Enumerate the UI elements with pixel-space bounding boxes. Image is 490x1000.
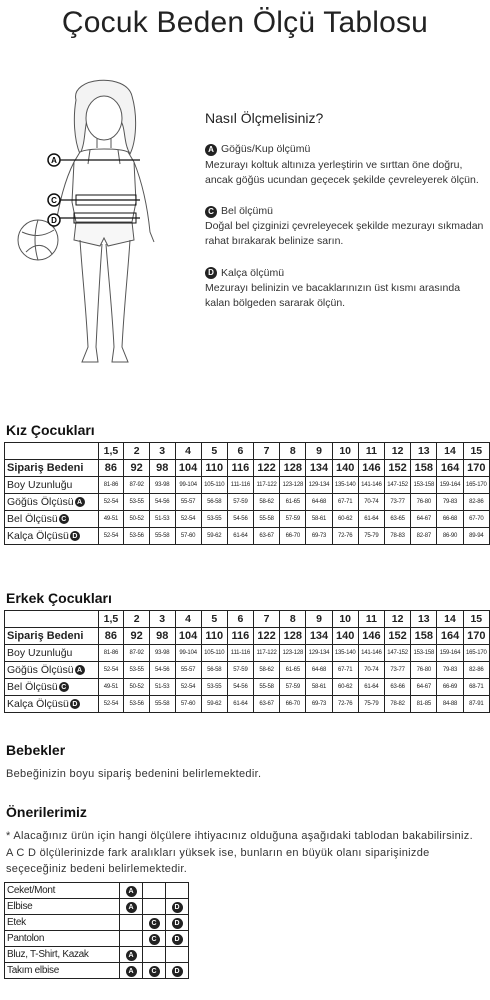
table-cell: 73-77	[385, 662, 411, 679]
table-cell: 129-134	[306, 645, 332, 662]
row-label-text: Kalça Ölçüsü	[7, 698, 69, 710]
table-cell: 58-61	[306, 679, 332, 696]
recommend-table	[4, 882, 189, 979]
table-cell: 111-116	[227, 477, 253, 494]
marker-d-icon: D	[172, 966, 183, 977]
table-cell: 86	[98, 628, 124, 645]
table-cell: 117-122	[253, 477, 279, 494]
measure-text: Mezurayı belinizin ve bacaklarınızın üst kısmı arasında kalan bölgeden sararak ölçün.	[205, 281, 461, 310]
recommend-cell	[166, 883, 189, 899]
table-row	[5, 662, 490, 679]
age-cell: 15	[463, 443, 489, 460]
age-cell: 14	[437, 443, 463, 460]
table-cell: 55-58	[149, 528, 175, 545]
table-cell: 110	[201, 460, 227, 477]
row-label	[5, 679, 99, 696]
table-cell: 116	[227, 460, 253, 477]
table-cell: 60-62	[332, 511, 358, 528]
table-cell: 49-51	[98, 679, 124, 696]
table-cell: 67-70	[463, 511, 489, 528]
marker-d-icon: D	[172, 902, 183, 913]
table-cell: 61-64	[358, 679, 384, 696]
recommend-cell	[143, 883, 166, 899]
measure-label: Bel ölçümü	[221, 204, 273, 217]
marker-c-icon	[48, 194, 60, 206]
table-cell: 141-146	[358, 477, 384, 494]
table-cell: 159-164	[437, 645, 463, 662]
table-cell: 51-53	[149, 679, 175, 696]
table-cell: 129-134	[306, 477, 332, 494]
table-cell: 122	[253, 628, 279, 645]
table-cell: 66-68	[437, 511, 463, 528]
table-cell: 53-55	[201, 511, 227, 528]
table-cell: 140	[332, 628, 358, 645]
recommend-label: Elbise	[5, 899, 120, 915]
table-row	[5, 528, 490, 545]
table-cell: 141-146	[358, 645, 384, 662]
marker-c-icon: C	[149, 966, 160, 977]
table-cell: 53-56	[124, 528, 150, 545]
table-cell: 123-128	[280, 645, 306, 662]
marker-a-icon	[48, 154, 60, 166]
table-cell: 135-140	[332, 477, 358, 494]
table-cell: 57-59	[280, 679, 306, 696]
recommend-cell	[143, 899, 166, 915]
age-cell: 7	[253, 443, 279, 460]
table-cell: 58-62	[253, 494, 279, 511]
table-cell: 159-164	[437, 477, 463, 494]
table-cell: 165-170	[463, 477, 489, 494]
table-cell: 82-87	[411, 528, 437, 545]
marker-c-icon: C	[149, 918, 160, 929]
table-cell: 52-54	[98, 494, 124, 511]
row-label	[5, 645, 99, 662]
table-cell: 146	[358, 460, 384, 477]
recommend-cell	[143, 915, 166, 931]
babies-title: Bebekler	[6, 742, 66, 758]
table-cell: 89-94	[463, 528, 489, 545]
table-cell: 81-86	[98, 477, 124, 494]
table-cell: 87-91	[463, 696, 489, 713]
table-cell: 69-73	[306, 528, 332, 545]
table-cell: 116	[227, 628, 253, 645]
boys-title: Erkek Çocukları	[6, 590, 112, 606]
age-cell: 11	[358, 443, 384, 460]
table-cell: 55-58	[149, 696, 175, 713]
svg-text:D: D	[51, 216, 57, 225]
table-cell: 70-74	[358, 662, 384, 679]
table-cell: 86	[98, 460, 124, 477]
age-cell: 5	[201, 611, 227, 628]
table-cell: 70-74	[358, 494, 384, 511]
table-cell: 76-80	[411, 494, 437, 511]
row-label-text: Boy Uzunluğu	[7, 479, 73, 491]
table-cell: 98	[149, 460, 175, 477]
marker-c-icon: C	[59, 514, 69, 524]
table-cell: 104	[175, 460, 201, 477]
row-label	[5, 662, 99, 679]
marker-a-icon: A	[126, 950, 137, 961]
table-cell: 153-158	[411, 477, 437, 494]
age-cell: 4	[175, 443, 201, 460]
table-cell: 79-83	[437, 494, 463, 511]
table-cell: 51-53	[149, 511, 175, 528]
table-cell: 52-54	[175, 511, 201, 528]
row-label-text: Göğüs Ölçüsü	[7, 664, 74, 676]
table-cell: 59-62	[201, 528, 227, 545]
marker-d-icon: D	[172, 934, 183, 945]
svg-text:C: C	[51, 196, 57, 205]
table-row	[5, 679, 490, 696]
recommend-label: Etek	[5, 915, 120, 931]
marker-a-icon: A	[205, 144, 217, 156]
marker-a-icon: A	[126, 886, 137, 897]
age-cell: 6	[227, 443, 253, 460]
recommend-cell	[166, 947, 189, 963]
table-cell: 140	[332, 460, 358, 477]
table-cell: 55-57	[175, 494, 201, 511]
table-cell: 134	[306, 628, 332, 645]
table-cell: 53-56	[124, 696, 150, 713]
recommend-cell	[143, 963, 166, 979]
table-cell: 170	[463, 628, 489, 645]
table-cell: 128	[280, 628, 306, 645]
marker-d-icon: D	[205, 267, 217, 279]
table-cell: 50-52	[124, 679, 150, 696]
table-cell: 92	[124, 628, 150, 645]
table-cell: 54-56	[149, 662, 175, 679]
age-cell: 2	[124, 443, 150, 460]
table-cell: 86-90	[437, 528, 463, 545]
table-cell: 92	[124, 460, 150, 477]
measure-chest	[205, 142, 485, 188]
table-cell: 158	[411, 628, 437, 645]
table-cell: 153-158	[411, 645, 437, 662]
table-cell: 75-79	[358, 528, 384, 545]
table-cell: 57-59	[227, 494, 253, 511]
age-cell: 9	[306, 443, 332, 460]
recommend-label: Takım elbise	[5, 963, 120, 979]
table-cell: 76-80	[411, 662, 437, 679]
row-label	[5, 696, 99, 713]
measure-label: Göğüs/Kup ölçümü	[221, 143, 311, 156]
row-label-text: Boy Uzunluğu	[7, 647, 73, 659]
age-cell: 8	[280, 611, 306, 628]
table-cell: 128	[280, 460, 306, 477]
age-cell: 13	[411, 443, 437, 460]
table-cell: 54-56	[227, 511, 253, 528]
measure-label: Kalça ölçümü	[221, 266, 285, 279]
table-cell: 78-82	[385, 696, 411, 713]
table-cell: 60-62	[332, 679, 358, 696]
table-cell: 135-140	[332, 645, 358, 662]
table-cell: 61-65	[280, 662, 306, 679]
table-row	[5, 645, 490, 662]
table-cell: 54-56	[227, 679, 253, 696]
table-cell: 64-68	[306, 494, 332, 511]
table-cell: 53-55	[201, 679, 227, 696]
age-cell: 6	[227, 611, 253, 628]
table-cell: 110	[201, 628, 227, 645]
recommend-cell	[120, 931, 143, 947]
table-cell: 134	[306, 460, 332, 477]
table-cell: 99-104	[175, 645, 201, 662]
marker-c-icon: C	[59, 682, 69, 692]
table-cell: 63-66	[385, 679, 411, 696]
age-cell: 3	[149, 611, 175, 628]
table-cell: 93-98	[149, 477, 175, 494]
table-cell: 66-70	[280, 696, 306, 713]
table-cell: 58-61	[306, 511, 332, 528]
age-cell: 9	[306, 611, 332, 628]
recommend-cell	[120, 883, 143, 899]
table-cell: 52-54	[98, 528, 124, 545]
table-cell: 66-69	[437, 679, 463, 696]
girl-measurement-illustration	[8, 72, 208, 382]
table-cell: 57-60	[175, 528, 201, 545]
svg-text:A: A	[51, 156, 57, 165]
age-cell: 1,5	[98, 443, 124, 460]
table-cell: 63-67	[253, 696, 279, 713]
recommend-row	[5, 963, 189, 979]
table-cell: 72-76	[332, 696, 358, 713]
measure-waist	[205, 204, 485, 250]
babies-text: Bebeğinizin boyu sipariş bedenini belirlemektedir.	[6, 768, 262, 780]
table-cell: 147-152	[385, 477, 411, 494]
table-row	[5, 494, 490, 511]
recommend-row	[5, 883, 189, 899]
recommend-label: Bluz, T-Shirt, Kazak	[5, 947, 120, 963]
table-cell: 105-110	[201, 477, 227, 494]
girls-size-table	[4, 442, 490, 545]
marker-d-icon: D	[70, 531, 80, 541]
table-cell: 66-70	[280, 528, 306, 545]
table-cell: 98	[149, 628, 175, 645]
table-row	[5, 628, 490, 645]
table-row	[5, 460, 490, 477]
table-cell: 61-64	[227, 696, 253, 713]
row-label	[5, 494, 99, 511]
marker-d-icon: D	[70, 699, 80, 709]
age-cell: 1,5	[98, 611, 124, 628]
table-cell: 50-52	[124, 511, 150, 528]
table-cell: 87-92	[124, 477, 150, 494]
table-cell: 147-152	[385, 645, 411, 662]
table-cell: 68-71	[463, 679, 489, 696]
table-cell: 63-65	[385, 511, 411, 528]
table-cell: 93-98	[149, 645, 175, 662]
marker-c-icon: C	[205, 206, 217, 218]
table-cell: 82-86	[463, 494, 489, 511]
corner-cell	[5, 443, 99, 460]
corner-cell	[5, 611, 99, 628]
recommend-cell	[166, 931, 189, 947]
table-cell: 56-58	[201, 494, 227, 511]
how-to-measure	[205, 108, 485, 327]
table-cell: 57-59	[227, 662, 253, 679]
table-cell: 63-67	[253, 528, 279, 545]
table-cell: 52-54	[98, 662, 124, 679]
table-cell: 75-79	[358, 696, 384, 713]
table-cell: 57-59	[280, 511, 306, 528]
row-label-text: Kalça Ölçüsü	[7, 530, 69, 542]
age-cell: 15	[463, 611, 489, 628]
row-label	[5, 528, 99, 545]
recommend-row	[5, 899, 189, 915]
age-cell: 3	[149, 443, 175, 460]
table-cell: 61-64	[358, 511, 384, 528]
table-cell: 64-68	[306, 662, 332, 679]
table-cell: 146	[358, 628, 384, 645]
age-cell: 4	[175, 611, 201, 628]
table-cell: 164	[437, 460, 463, 477]
age-cell: 5	[201, 443, 227, 460]
age-cell: 12	[385, 443, 411, 460]
marker-a-icon: A	[126, 902, 137, 913]
recommend-cell	[120, 915, 143, 931]
age-cell: 10	[332, 443, 358, 460]
table-cell: 64-67	[411, 511, 437, 528]
table-cell: 64-67	[411, 679, 437, 696]
table-cell: 84-88	[437, 696, 463, 713]
recommend-row	[5, 931, 189, 947]
recommend-row	[5, 947, 189, 963]
recommend-cell	[166, 963, 189, 979]
table-cell: 67-71	[332, 494, 358, 511]
measure-text: Mezurayı koltuk altınıza yerleştirin ve sırttan öne doğru, ancak göğüs ucundan geçecek şekilde çevreleyerek ölçün.	[205, 158, 479, 186]
row-label	[5, 477, 99, 494]
row-label	[5, 460, 99, 477]
table-cell: 67-71	[332, 662, 358, 679]
table-cell: 87-92	[124, 645, 150, 662]
page-title: Çocuk Beden Ölçü Tablosu	[61, 6, 429, 39]
table-cell: 158	[411, 460, 437, 477]
row-label	[5, 511, 99, 528]
table-cell: 152	[385, 628, 411, 645]
recommend-text: * Alacağınız ürün için hangi ölçülere ihtiyacınız olduğuna aşağıdaki tablodan bakabilirsiniz. A C D ölçülerinizde fark aralıkları yüksek ise, bunların en büyük olanı siparişinizde seçeceğiniz bedeni belirlemektedir.	[6, 830, 473, 875]
recommend-cell	[120, 899, 143, 915]
table-cell: 82-86	[463, 662, 489, 679]
howto-heading: Nasıl Ölçmelisiniz?	[205, 110, 324, 126]
marker-a-icon: A	[75, 665, 85, 675]
marker-a-icon: A	[126, 966, 137, 977]
table-row	[5, 696, 490, 713]
age-header-row	[5, 443, 490, 460]
age-cell: 7	[253, 611, 279, 628]
recommend-cell	[166, 899, 189, 915]
table-cell: 81-85	[411, 696, 437, 713]
table-cell: 55-57	[175, 662, 201, 679]
table-cell: 111-116	[227, 645, 253, 662]
table-cell: 59-62	[201, 696, 227, 713]
recommend-cell	[120, 963, 143, 979]
table-cell: 61-64	[227, 528, 253, 545]
row-label-text: Sipariş Bedeni	[7, 630, 84, 642]
recommend-cell	[120, 947, 143, 963]
recommend-row	[5, 915, 189, 931]
table-cell: 73-77	[385, 494, 411, 511]
table-row	[5, 511, 490, 528]
boys-size-table	[4, 610, 490, 713]
table-cell: 58-62	[253, 662, 279, 679]
age-cell: 8	[280, 443, 306, 460]
recommend-cell	[166, 915, 189, 931]
marker-d-icon: D	[172, 918, 183, 929]
table-cell: 52-54	[98, 696, 124, 713]
table-cell: 53-55	[124, 494, 150, 511]
recommend-cell	[143, 931, 166, 947]
table-cell: 72-76	[332, 528, 358, 545]
age-cell: 10	[332, 611, 358, 628]
table-cell: 123-128	[280, 477, 306, 494]
table-cell: 52-54	[175, 679, 201, 696]
table-cell: 56-58	[201, 662, 227, 679]
table-cell: 104	[175, 628, 201, 645]
table-cell: 165-170	[463, 645, 489, 662]
table-cell: 55-58	[253, 679, 279, 696]
row-label-text: Sipariş Bedeni	[7, 462, 84, 474]
table-cell: 79-83	[437, 662, 463, 679]
age-cell: 2	[124, 611, 150, 628]
table-cell: 78-83	[385, 528, 411, 545]
marker-d-icon	[48, 214, 60, 226]
row-label	[5, 628, 99, 645]
table-cell: 53-55	[124, 662, 150, 679]
age-header-row	[5, 611, 490, 628]
recommend-label: Ceket/Mont	[5, 883, 120, 899]
table-cell: 49-51	[98, 511, 124, 528]
table-cell: 170	[463, 460, 489, 477]
table-cell: 122	[253, 460, 279, 477]
table-cell: 105-110	[201, 645, 227, 662]
table-cell: 164	[437, 628, 463, 645]
table-cell: 152	[385, 460, 411, 477]
measure-text: Doğal bel çizginizi çevreleyecek şekilde mezurayı sıkmadan rahat bırakarak belinize sarın.	[205, 220, 484, 248]
table-cell: 61-65	[280, 494, 306, 511]
table-cell: 55-58	[253, 511, 279, 528]
table-cell: 117-122	[253, 645, 279, 662]
row-label-text: Göğüs Ölçüsü	[7, 496, 74, 508]
age-cell: 14	[437, 611, 463, 628]
recommend-title: Önerilerimiz	[6, 804, 87, 820]
table-cell: 57-60	[175, 696, 201, 713]
row-label-text: Bel Ölçüsü	[7, 513, 58, 525]
age-cell: 13	[411, 611, 437, 628]
table-row	[5, 477, 490, 494]
table-cell: 54-56	[149, 494, 175, 511]
measure-hip	[205, 266, 485, 312]
age-cell: 11	[358, 611, 384, 628]
table-cell: 69-73	[306, 696, 332, 713]
age-cell: 12	[385, 611, 411, 628]
row-label-text: Bel Ölçüsü	[7, 681, 58, 693]
marker-c-icon: C	[149, 934, 160, 945]
table-cell: 81-86	[98, 645, 124, 662]
recommend-label: Pantolon	[5, 931, 120, 947]
girls-title: Kız Çocukları	[6, 422, 95, 438]
marker-a-icon: A	[75, 497, 85, 507]
table-cell: 99-104	[175, 477, 201, 494]
recommend-cell	[143, 947, 166, 963]
